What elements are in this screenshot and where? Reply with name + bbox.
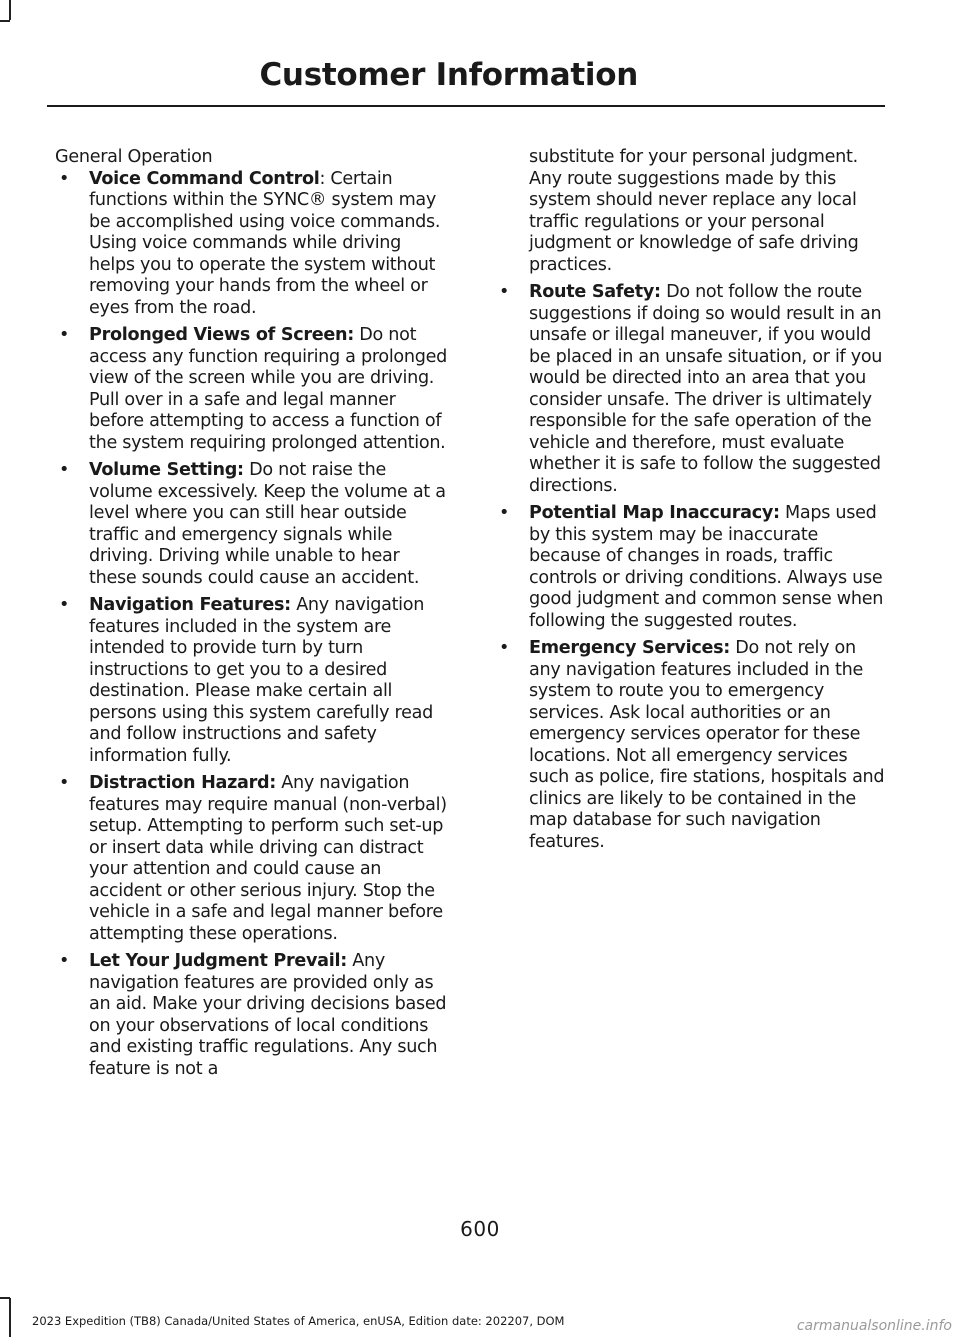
page-title: Customer Information (259, 57, 638, 93)
list-item (495, 503, 885, 632)
item-term: Potential Map Inaccuracy: (529, 503, 780, 523)
list-item (55, 460, 449, 589)
bullet-glyph: • (59, 325, 70, 345)
crop-mark-bottom-left-vertical (9, 1298, 11, 1337)
item-text: Any navigation features included in the system are intended to provide turn by turn instructions to get you to a desired destination. Please make certain all persons using this system carefully read and follow instructions and safety information fully. (89, 595, 433, 766)
list-item (55, 773, 449, 945)
list-item (55, 325, 449, 454)
item-text: Maps used by this system may be inaccurate because of changes in roads, traffic controls or driving conditions. Always use good judgment and common sense when following the suggested routes. (529, 503, 884, 631)
right-bullet-list (495, 147, 885, 853)
item-term: Distraction Hazard: (89, 773, 276, 793)
item-term: Prolonged Views of Screen: (89, 325, 354, 345)
continuation-text: substitute for your personal judgment. Any route suggestions made by this system should never replace any local traffic regulations or your personal judgment or knowledge of safe driving practices. (529, 147, 859, 275)
bullet-glyph: • (59, 460, 70, 480)
item-text: Do not rely on any navigation features included in the system to route you to emergency services. Ask local authorities or an emergency services operator for these locations. Not all emergency services such as police, fire stations, hospitals and clinics are likely to be contained in the map database for such navigation features. (529, 638, 885, 852)
item-text: Do not raise the volume excessively. Keep the volume at a level where you can still hear outside traffic and emergency signals while driving. Driving while unable to hear these sounds could cause an accident. (89, 460, 446, 588)
page-number: 600 (460, 1217, 500, 1241)
bullet-glyph: • (59, 168, 70, 189)
left-column (55, 147, 449, 1086)
item-term: Let Your Judgment Prevail: (89, 951, 347, 971)
watermark: carmanualsonline.info (796, 1318, 952, 1334)
item-text: Do not access any function requiring a prolonged view of the screen while you are driving. Pull over in a safe and legal manner before attempting to access a function of the system requiring prolonged attention. (89, 325, 448, 453)
left-bullet-list (55, 169, 449, 1081)
list-item (495, 282, 885, 497)
item-term: Voice Command Control (89, 168, 320, 189)
item-text: Any navigation features may require manual (non-verbal) setup. Attempting to perform such set-up or insert data while driving can distract your attention and could cause an accident or other serious injury. Stop the vehicle in a safe and legal manner before attempting these operations. (89, 773, 447, 944)
header-rule (47, 105, 885, 107)
crop-mark-top-left-horizontal (0, 20, 10, 22)
list-item (55, 951, 449, 1080)
right-column (495, 147, 885, 859)
item-term: Volume Setting: (89, 460, 244, 480)
item-term: Navigation Features: (89, 595, 291, 615)
footer-edition-text: 2023 Expedition (TB8) Canada/United States of America, enUSA, Edition date: 202207, DOM (32, 1314, 565, 1328)
list-item (495, 638, 885, 853)
item-text: Do not follow the route suggestions if doing so would result in an unsafe or illegal maneuver, if you would be placed in an unsafe situation, or if you would be directed into an area that you consider unsafe. The driver is ultimately responsible for the safe operation of the vehicle and therefore, must evaluate whether it is safe to follow the suggested directions. (529, 282, 883, 496)
continued-text (495, 147, 885, 276)
item-text: : Certain functions within the SYNC® system may be accomplished using voice commands. Using voice commands while driving helps you to operate the system without removing your hands from the wheel or eyes from the road. (89, 168, 441, 318)
list-item (55, 595, 449, 767)
item-text: Any navigation features are provided only as an aid. Make your driving decisions based on your observations of local conditions and existing traffic regulations. Any such feature is not a (89, 951, 447, 1079)
section-label: General Operation (55, 147, 213, 167)
bullet-glyph: • (59, 951, 70, 971)
item-term: Route Safety: (529, 282, 661, 302)
crop-mark-bottom-left-horizontal (0, 1297, 10, 1299)
bullet-glyph: • (59, 773, 70, 793)
crop-mark-top-left-vertical (9, 0, 11, 20)
bullet-glyph: • (59, 595, 70, 615)
bullet-glyph: • (499, 282, 510, 302)
bullet-glyph: • (499, 638, 510, 658)
item-term: Emergency Services: (529, 638, 730, 658)
list-item (55, 169, 449, 320)
bullet-glyph: • (499, 503, 510, 523)
